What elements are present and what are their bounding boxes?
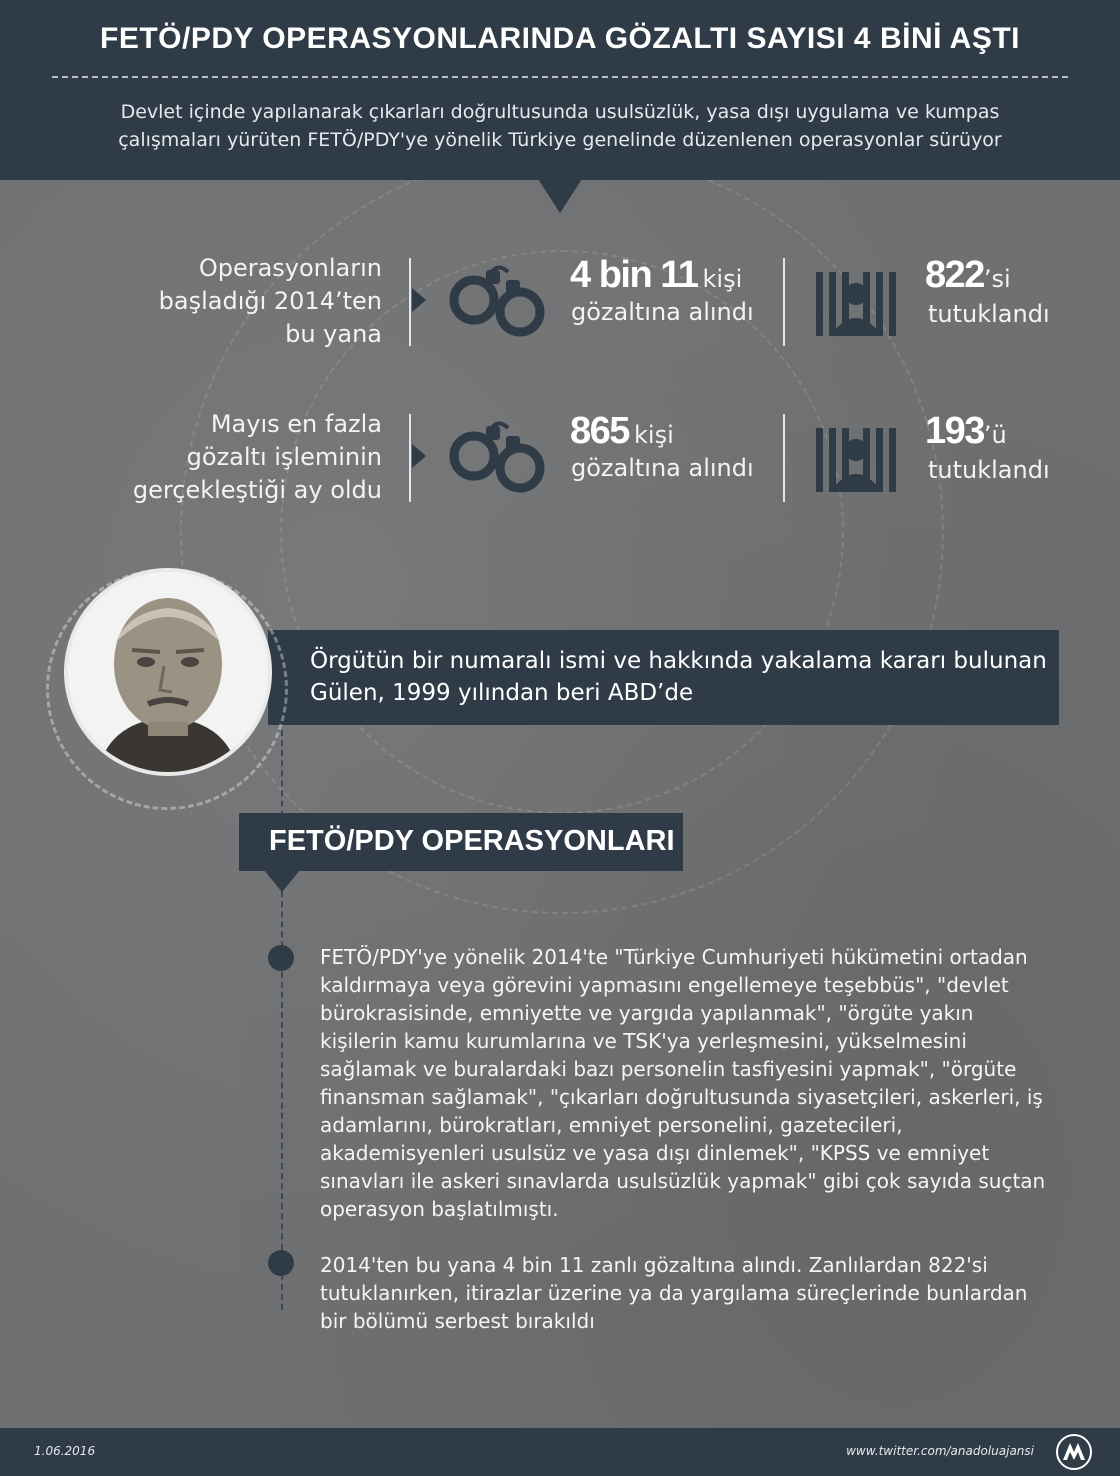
footer [0,1428,1120,1476]
divider-line [409,258,411,346]
detained-number: 865 [570,410,629,452]
stat-label-line: Mayıs en fazla [210,410,382,438]
bullet-item [320,1251,1050,1335]
bullet-line: kişilerin kamu kurumlarına ve TSK'ya yerleşmesini, yükselmesini [320,1029,967,1053]
footer-twitter-link[interactable]: www.twitter.com/anadoluajansi [846,1444,1034,1458]
detained-suffix: kişi [702,265,743,293]
profile-photo [68,572,268,772]
bullet-line: bir bölümü serbest bırakıldı [320,1309,595,1333]
divider-line [783,414,785,502]
detained-label: gözaltına alındı [571,454,754,482]
header-notch [538,179,582,213]
stat-label-line: bu yana [285,320,382,348]
aa-logo-icon [1056,1434,1092,1470]
arrested-label: tutuklandı [928,300,1050,328]
detained-label: gözaltına alındı [571,298,754,326]
detained-number: 4 bin 11 [570,254,698,296]
bullet-line: akademisyenleri usulsüz ve yasa dışı dinlemek", "KPSS ve emniyet [320,1141,990,1165]
arrested-number: 193 [925,410,984,452]
arrested-count [925,254,1011,297]
header-divider [52,76,1068,78]
arrow-right-icon [412,444,426,468]
detained-count [570,254,742,297]
divider-line [409,414,411,502]
arrested-suffix: ’si [983,265,1011,293]
bullet-line: adamlarını, bürokratları, emniyet personelini, gazetecileri, [320,1113,903,1137]
divider-line [783,258,785,346]
stat-label-line: gözaltı işleminin [186,443,382,471]
section-header [239,813,683,871]
portrait-illustration [68,572,268,772]
detained-count [570,410,674,453]
arrested-number: 822 [925,254,984,296]
footer-date: 1.06.2016 [34,1444,96,1458]
header-subtitle-line: Devlet içinde yapılanarak çıkarları doğrultusunda usulsüzlük, yasa dışı uygulama ve kumpas [120,101,1000,123]
section-notch [264,870,300,892]
header-subtitle-line: çalışmaları yürüten FETÖ/PDY'ye yönelik Türkiye genelinde düzenlenen operasyonlar sürüyor [118,129,1002,151]
bullet-dot [268,945,294,971]
arrow-right-icon [412,288,426,312]
stat-label-line: başladığı 2014’ten [158,287,382,315]
header [0,0,1120,180]
bullet-line: tutuklanırken, itirazlar üzerine ya da yargılama süreçlerinde bunlardan [320,1281,1028,1305]
stat-label [82,408,382,507]
bullet-line: bürokrasisinde, emniyette ve yargıda yapılanmak", "örgüte yakın [320,1001,974,1025]
page-title: FETÖ/PDY OPERASYONLARINDA GÖZALTI SAYISI 4 BİNİ AŞTI [100,22,1020,55]
arrested-label: tutuklandı [928,456,1050,484]
prison-bars-icon [814,428,898,492]
handcuffs-icon [446,260,550,346]
section-title: FETÖ/PDY OPERASYONLARI [269,825,675,857]
quote-box [268,630,1059,725]
arrested-count [925,410,1007,453]
stat-row [0,408,1120,518]
prison-bars-icon [814,272,898,336]
bullet-line: sınavları ile askeri sınavlarda usulsüzlük yapmak" gibi çok sayıda suçtan [320,1169,1046,1193]
detained-suffix: kişi [634,421,674,449]
bullet-line: operasyon başlatılmıştı. [320,1197,559,1221]
arrested-suffix: ’ü [983,421,1007,449]
quote-line: Örgütün bir numaralı ismi ve hakkında yakalama kararı bulunan [310,648,1047,674]
quote-line: Gülen, 1999 yılından beri ABD’de [310,680,694,706]
bullet-line: FETÖ/PDY'ye yönelik 2014'te "Türkiye Cumhuriyeti hükümetini ortadan [320,945,1028,969]
bullet-line: finansman sağlamak", "çıkarları doğrultusunda siyasetçileri, askerleri, iş [320,1085,1043,1109]
bullet-line: kaldırmaya veya görevini yapmasını engellemeye teşebbüs", "devlet [320,973,1009,997]
quote-text [310,645,1050,709]
header-subtitle [40,98,1080,154]
stat-label-line: Operasyonların [198,254,382,282]
bullet-dot [268,1250,294,1276]
stat-label [82,252,382,351]
bullet-line: 2014'ten bu yana 4 bin 11 zanlı gözaltına alındı. Zanlılardan 822'si [320,1253,988,1277]
bullet-item [320,943,1050,1223]
handcuffs-icon [446,416,550,502]
stat-label-line: gerçekleştiği ay oldu [132,476,382,504]
bullet-line: sağlamak ve buralardaki bazı personelin tasfiyesini yapmak", "örgüte [320,1057,1017,1081]
stat-row [0,252,1120,362]
